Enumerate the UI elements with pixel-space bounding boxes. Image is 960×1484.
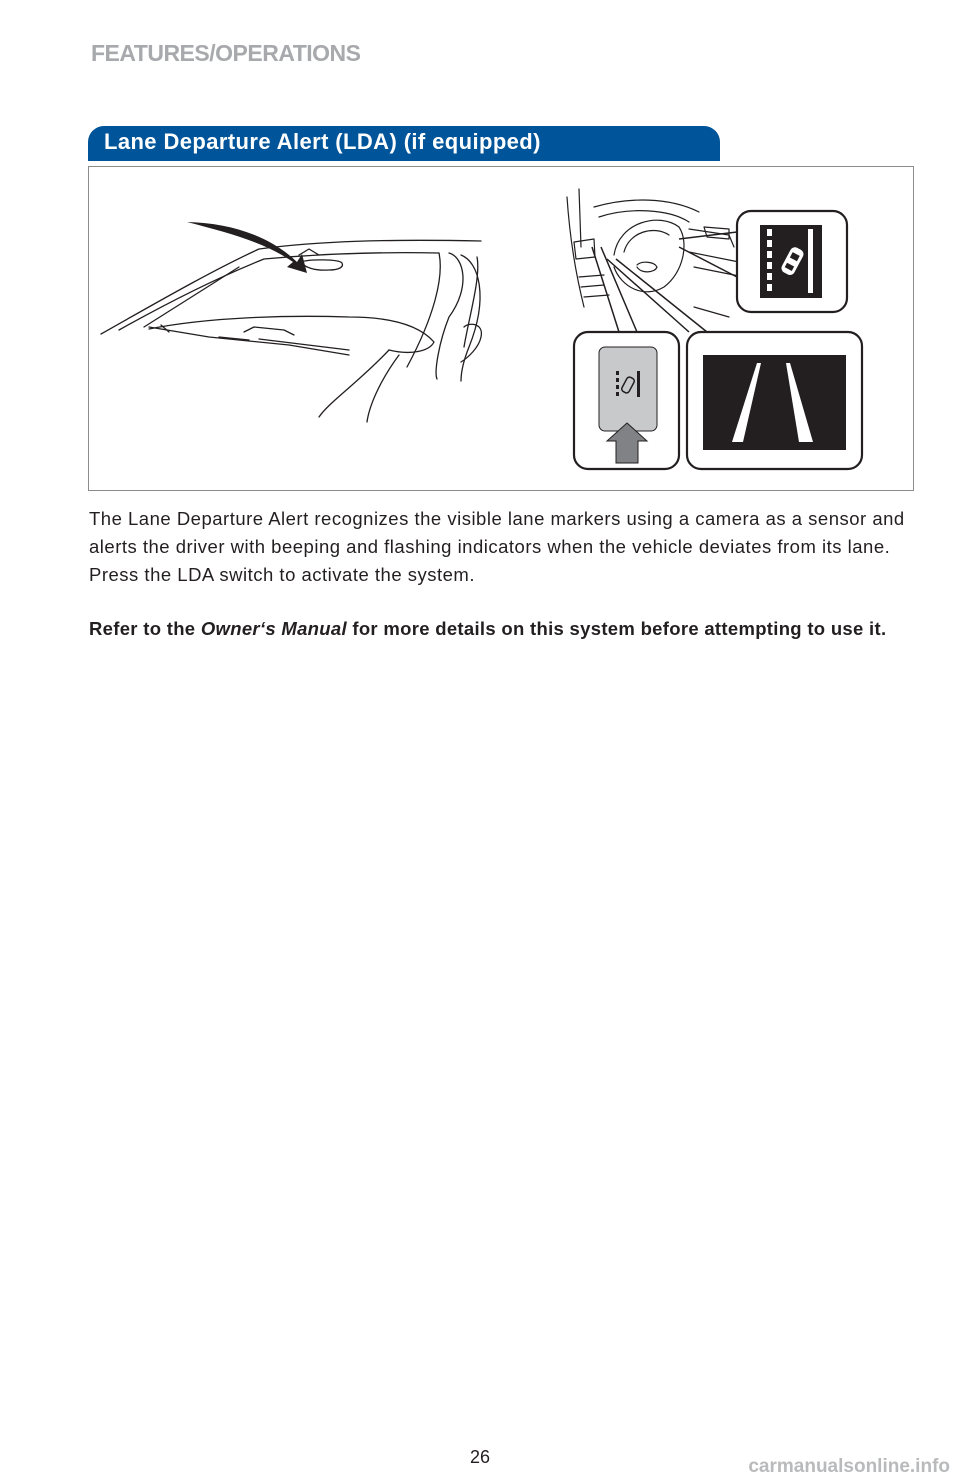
lda-illustration-drawing — [89, 167, 915, 492]
lda-switch-icon — [599, 347, 657, 431]
page-number: 26 — [469, 1447, 491, 1467]
note-prefix: Refer to the — [89, 618, 201, 639]
owners-manual-note — [89, 618, 919, 639]
callout-lines — [592, 232, 737, 332]
note-suffix: for more details on this system before attempting to use it. — [346, 618, 887, 639]
lane-lines-display-icon — [703, 355, 846, 450]
section-title: Lane Departure Alert (LDA) (if equipped) — [104, 129, 541, 154]
description-paragraph: The Lane Departure Alert recognizes the visible lane markers using a camera as a sensor and alerts the driver with beeping and flashing indicators when the vehicle deviates from its lane. Press the LDA switch to activate the system. — [89, 508, 905, 585]
lda-illustration — [88, 166, 914, 491]
section-header: FEATURES/OPERATIONS — [91, 40, 361, 66]
watermark: carmanualsonline.info — [748, 1456, 950, 1477]
owners-manual-title: Owner‘s Manual — [200, 618, 347, 639]
section-title-tab — [88, 126, 720, 161]
